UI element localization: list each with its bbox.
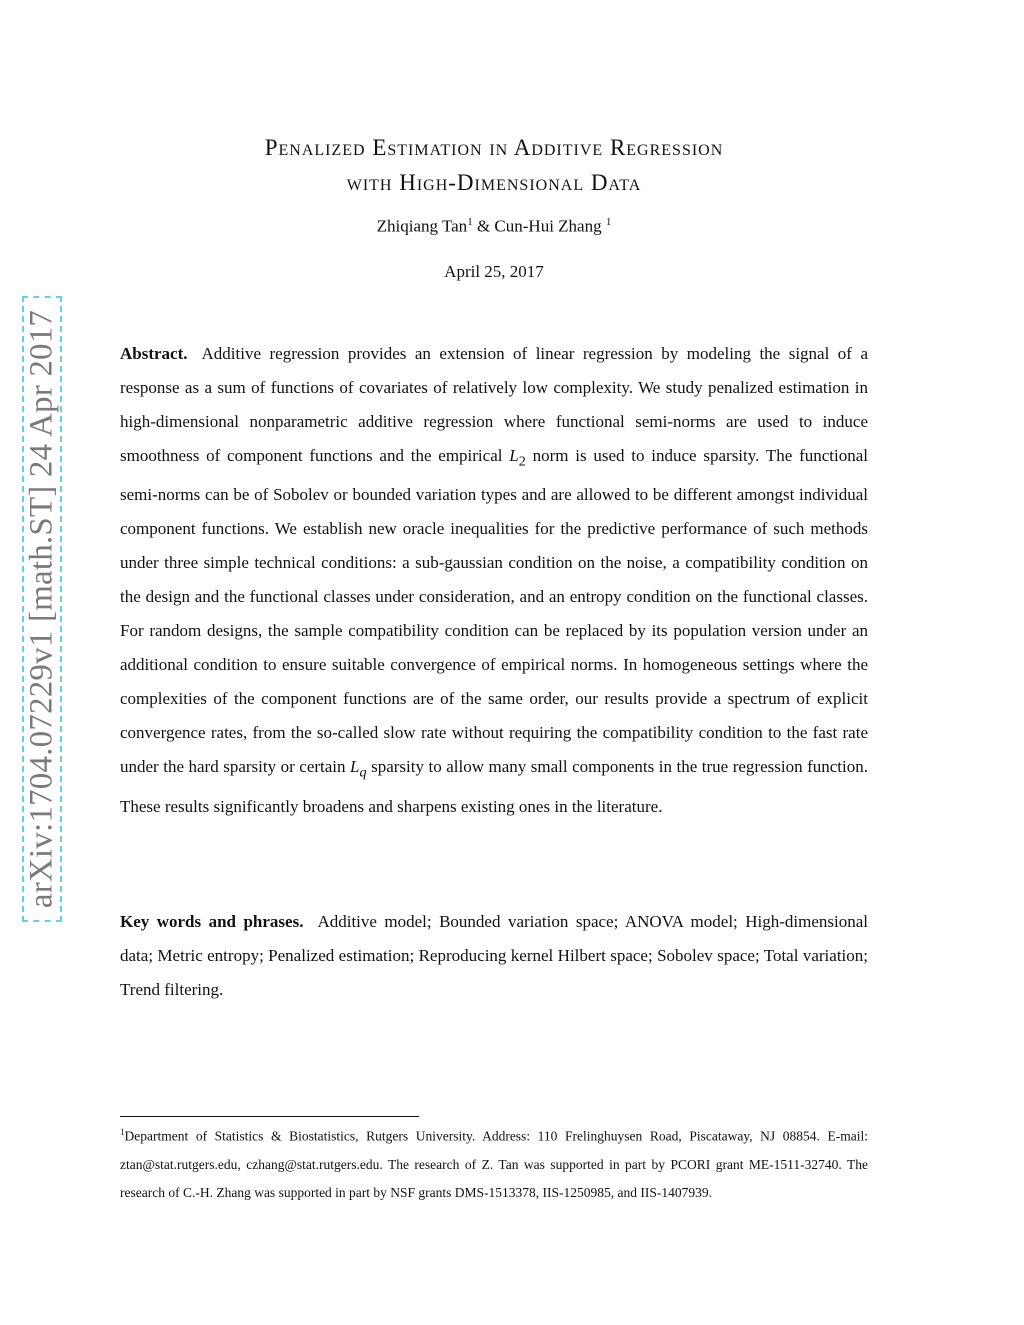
abstract-text: norm is used to induce sparsity. The functional semi-norms can be of Sobolev or bounded variation types and are allowed to be different amongst individual component functions. We establish new oracle inequalities for the predictive performance of such methods under three simple technical conditions: a sub-gaussian condition on the noise, a compatibility condition on the design and the functional classes under consideration, and an entropy condition on the functional classes. For random designs, the sample compatibility condition can be replaced by its population version under an additional condition to ensure suitable convergence of empirical norms. In homogeneous settings where the complexities of the component functions are of the same order, our results provide a spectrum of explicit convergence rates, from the so-called slow rate without requiring the compatibility condition to the fast rate under the hard sparsity or certain <box>120 446 869 777</box>
author-name: Zhiqiang Tan <box>376 216 468 236</box>
abstract-label: Abstract. <box>120 344 188 363</box>
title-line-1: Penalized Estimation in Additive Regression <box>264 135 724 160</box>
abstract-text: sparsity to allow many small components in the true regression function. These results significantly broadens and sharpens existing ones in the literature. <box>120 757 868 816</box>
arxiv-identifier-stamp <box>22 296 62 922</box>
footnote-marker: 1 <box>120 1127 125 1137</box>
footnote-divider <box>120 1116 419 1117</box>
paper-title <box>120 130 868 200</box>
paper-date: April 25, 2017 <box>444 262 544 281</box>
footnote <box>120 1118 868 1207</box>
abstract <box>120 337 868 824</box>
keywords <box>120 905 868 1007</box>
math-symbol: L <box>350 757 360 777</box>
affiliation-marker: 1 <box>467 216 473 228</box>
math-subscript: q <box>359 764 367 781</box>
title-line-2: with High-Dimensional Data <box>346 170 642 195</box>
math-symbol: L <box>509 446 519 465</box>
author-list <box>120 216 868 237</box>
math-subscript: 2 <box>518 453 526 470</box>
abstract-text: Additive regression provides an extension of linear regression by modeling the signal of a response as a sum of functions of covariates of relatively low complexity. We study penalized estimation in high-dimensional nonparametric additive regression where functional semi-norms are used to induce smoothness of component functions and the empirical <box>120 344 868 465</box>
keywords-text: Additive model; Bounded variation space; ANOVA model; High-dimensional data; Metric entropy; Penalized estimation; Reproducing kernel Hilbert space; Sobolev space; Total variation; Trend filtering. <box>120 912 868 999</box>
arxiv-identifier: arXiv:1704.07229v1 [math.ST] 24 Apr 2017 <box>23 309 60 909</box>
affiliation-marker: 1 <box>605 216 612 228</box>
keywords-label: Key words and phrases. <box>120 912 304 931</box>
footnote-text: Department of Statistics & Biostatistics, Rutgers University. Address: 110 Frelinghuysen Road, Piscataway, NJ 08854. E-mail: ztan@stat.rutgers.edu, czhang@stat.rutgers.edu. The research of Z. Tan was supported in part by PCORI grant ME-1511-32740. The research of C.-H. Zhang was supported in part by NSF grants DMS-1513378, IIS-1250985, and IIS-1407939. <box>120 1128 868 1200</box>
author-name: Cun-Hui Zhang <box>494 216 602 236</box>
author-separator: & <box>472 216 495 236</box>
